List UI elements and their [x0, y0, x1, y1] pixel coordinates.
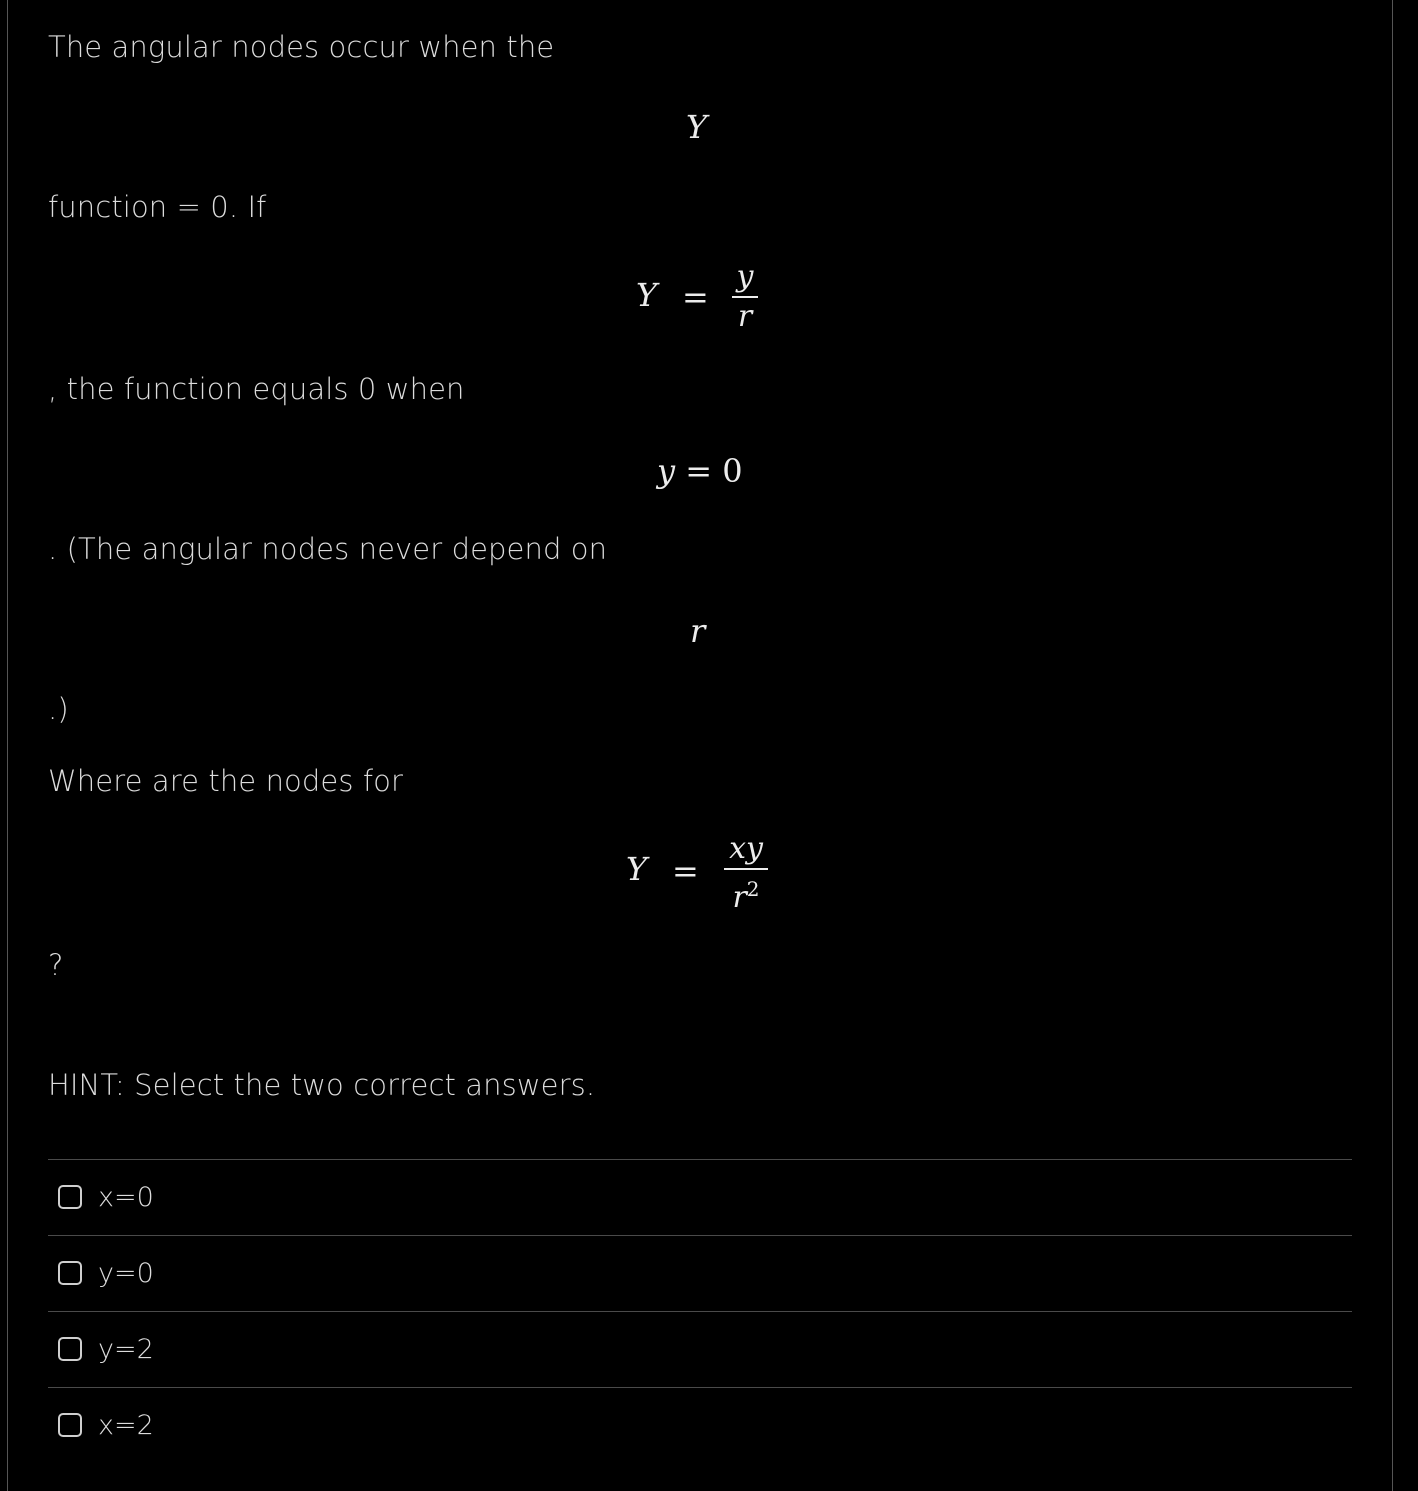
answer-option[interactable]	[48, 1236, 1352, 1310]
option-label: y=0	[98, 1257, 154, 1289]
question-text-7: ?	[48, 948, 64, 982]
checkbox[interactable]	[58, 1185, 82, 1209]
eq3-numerator: xy	[729, 831, 763, 866]
frame-right-border	[1392, 0, 1393, 1491]
eq3-den-base: r	[732, 880, 747, 915]
hint-text: HINT: Select the two correct answers.	[48, 1068, 596, 1102]
eq1-fraction	[732, 258, 758, 336]
answer-option[interactable]	[48, 1312, 1352, 1386]
eq1-lhs: Y	[636, 276, 658, 314]
eq1-denominator: r	[737, 299, 753, 334]
eq3-denominator	[732, 870, 760, 915]
eq3-lhs: Y	[626, 850, 648, 888]
eq1-equals: =	[682, 278, 709, 316]
question-text-5: .)	[48, 692, 69, 726]
eq3-equals: =	[672, 852, 699, 890]
eq3-den-exponent: 2	[746, 877, 760, 901]
eq2-var: y	[657, 452, 676, 490]
eq1-numerator: y	[736, 259, 754, 294]
checkbox[interactable]	[58, 1337, 82, 1361]
equation-2	[657, 452, 743, 490]
frame-left-border	[7, 0, 8, 1491]
question-text-6: Where are the nodes for	[48, 764, 404, 798]
checkbox[interactable]	[58, 1413, 82, 1437]
math-r: r	[690, 612, 706, 650]
math-Y: Y	[686, 108, 708, 146]
question-text-3: , the function equals 0 when	[48, 372, 465, 406]
eq3-fraction	[724, 830, 768, 915]
option-label: x=2	[98, 1409, 154, 1441]
option-label: x=0	[98, 1181, 154, 1213]
eq2-equals: =	[685, 452, 713, 490]
option-label: y=2	[98, 1333, 154, 1365]
question-text-1: The angular nodes occur when the	[48, 30, 555, 64]
answer-option[interactable]	[48, 1160, 1352, 1234]
question-text-2: function = 0. If	[48, 190, 267, 224]
eq2-value: 0	[722, 452, 743, 490]
checkbox[interactable]	[58, 1261, 82, 1285]
question-text-4: . (The angular nodes never depend on	[48, 532, 608, 566]
answer-option[interactable]	[48, 1388, 1352, 1462]
